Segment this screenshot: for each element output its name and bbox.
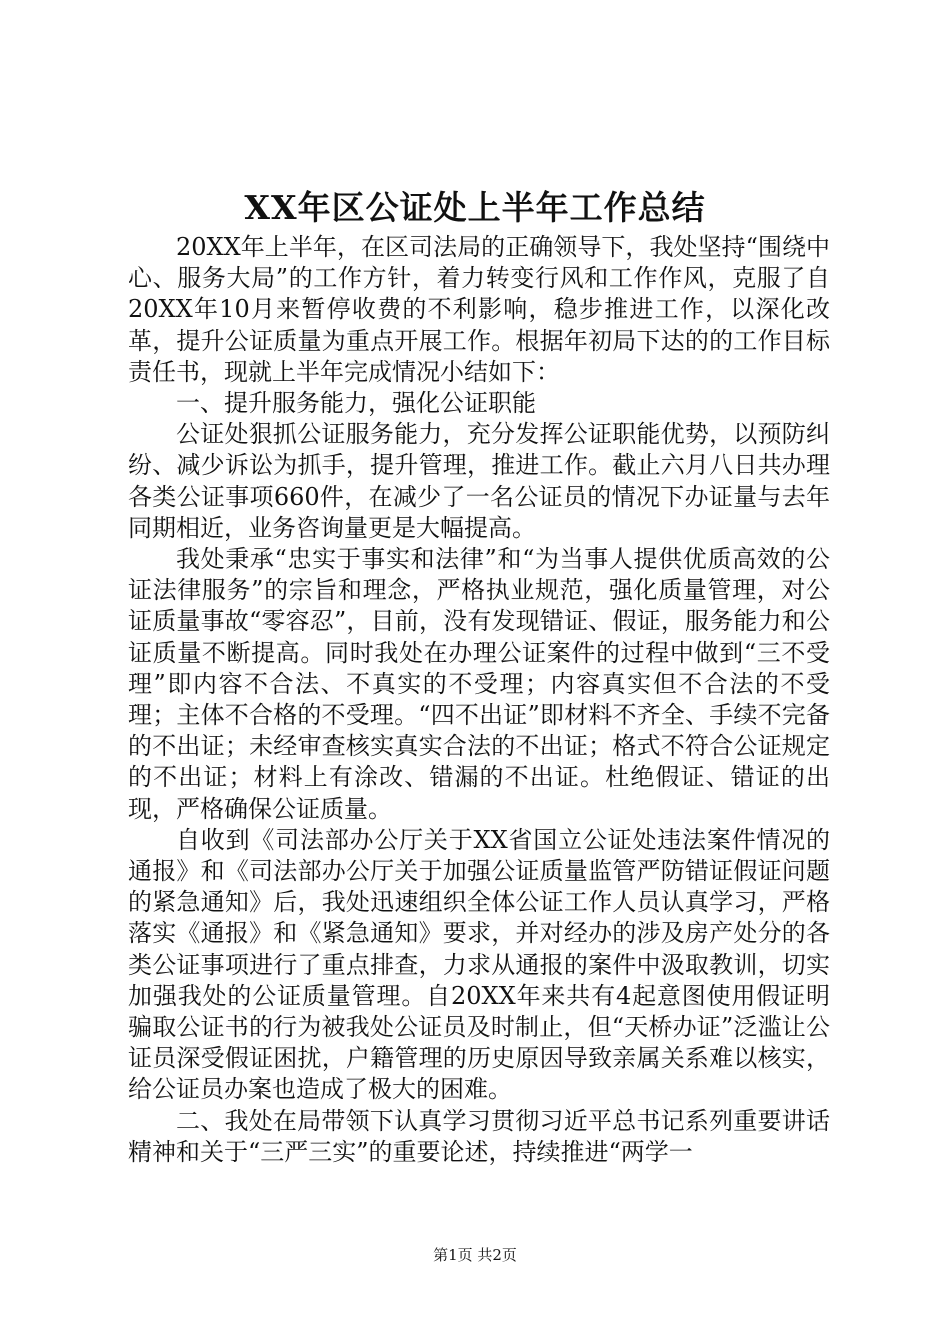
section-heading-1: 一、提升服务能力，强化公证职能 [176,389,536,418]
page-footer: 第1页 共2页 [433,1246,517,1264]
paragraph-intro: 20XX年上半年，在区司法局的正确领导下，我处坚持“围绕中心、服务大局”的工作方针，着力转变行风和工作作风，克服了自20XX年10月来暂停收费的不利影响，稳步推进工作，以深化改革，提升公证质量为重点开展工作。根据年初局下达的的工作目标责任书，现就上半年完成情况小结如下： [128,233,830,386]
document-body [128,232,830,1168]
paragraph-notice-response: 自收到《司法部办公厅关于XX省国立公证处违法案件情况的通报》和《司法部办公厅关于加强公证质量监管严防错证假证问题的紧急通知》后，我处迅速组织全体公证工作人员认真学习，严格落实《通报》和《紧急通知》要求，并对经办的涉及房产处分的各类公证事项进行了重点排查，力求从通报的案件中汲取教训，切实加强我处的公证质量管理。自20XX年来共有4起意图使用假证明骗取公证书的行为被我处公证员及时制止，但“天桥办证”泛滥让公证员深受假证困扰，户籍管理的历史原因导致亲属关系难以核实，给公证员办案也造成了极大的困难。 [128,825,830,1104]
section-heading-2: 二、我处在局带领下认真学习贯彻习近平总书记系列重要讲话精神和关于“三严三实”的重要论述，持续推进“两学一 [128,1106,830,1166]
document-title: XX年区公证处上半年工作总结 [244,188,706,227]
paragraph-service-capacity: 公证处狠抓公证服务能力，充分发挥公证职能优势，以预防纠纷、减少诉讼为抓手，提升管理，推进工作。截止六月八日共办理各类公证事项660件，在减少了一名公证员的情况下办证量与去年同期相近，业务咨询量更是大幅提高。 [128,420,830,542]
paragraph-quality-control: 我处秉承“忠实于事实和法律”和“为当事人提供优质高效的公证法律服务”的宗旨和理念，严格执业规范，强化质量管理，对公证质量事故“零容忍”，目前，没有发现错证、假证，服务能力和公证质量不断提高。同时我处在办理公证案件的过程中做到“三不受理”即内容不合法、不真实的不受理；内容真实但不合法的不受理；主体不合格的不受理。“四不出证”即材料不齐全、手续不完备的不出证；未经审查核实真实合法的不出证；格式不符合公证规定的不出证；材料上有涂改、错漏的不出证。杜绝假证、错证的出现，严格确保公证质量。 [128,545,830,823]
